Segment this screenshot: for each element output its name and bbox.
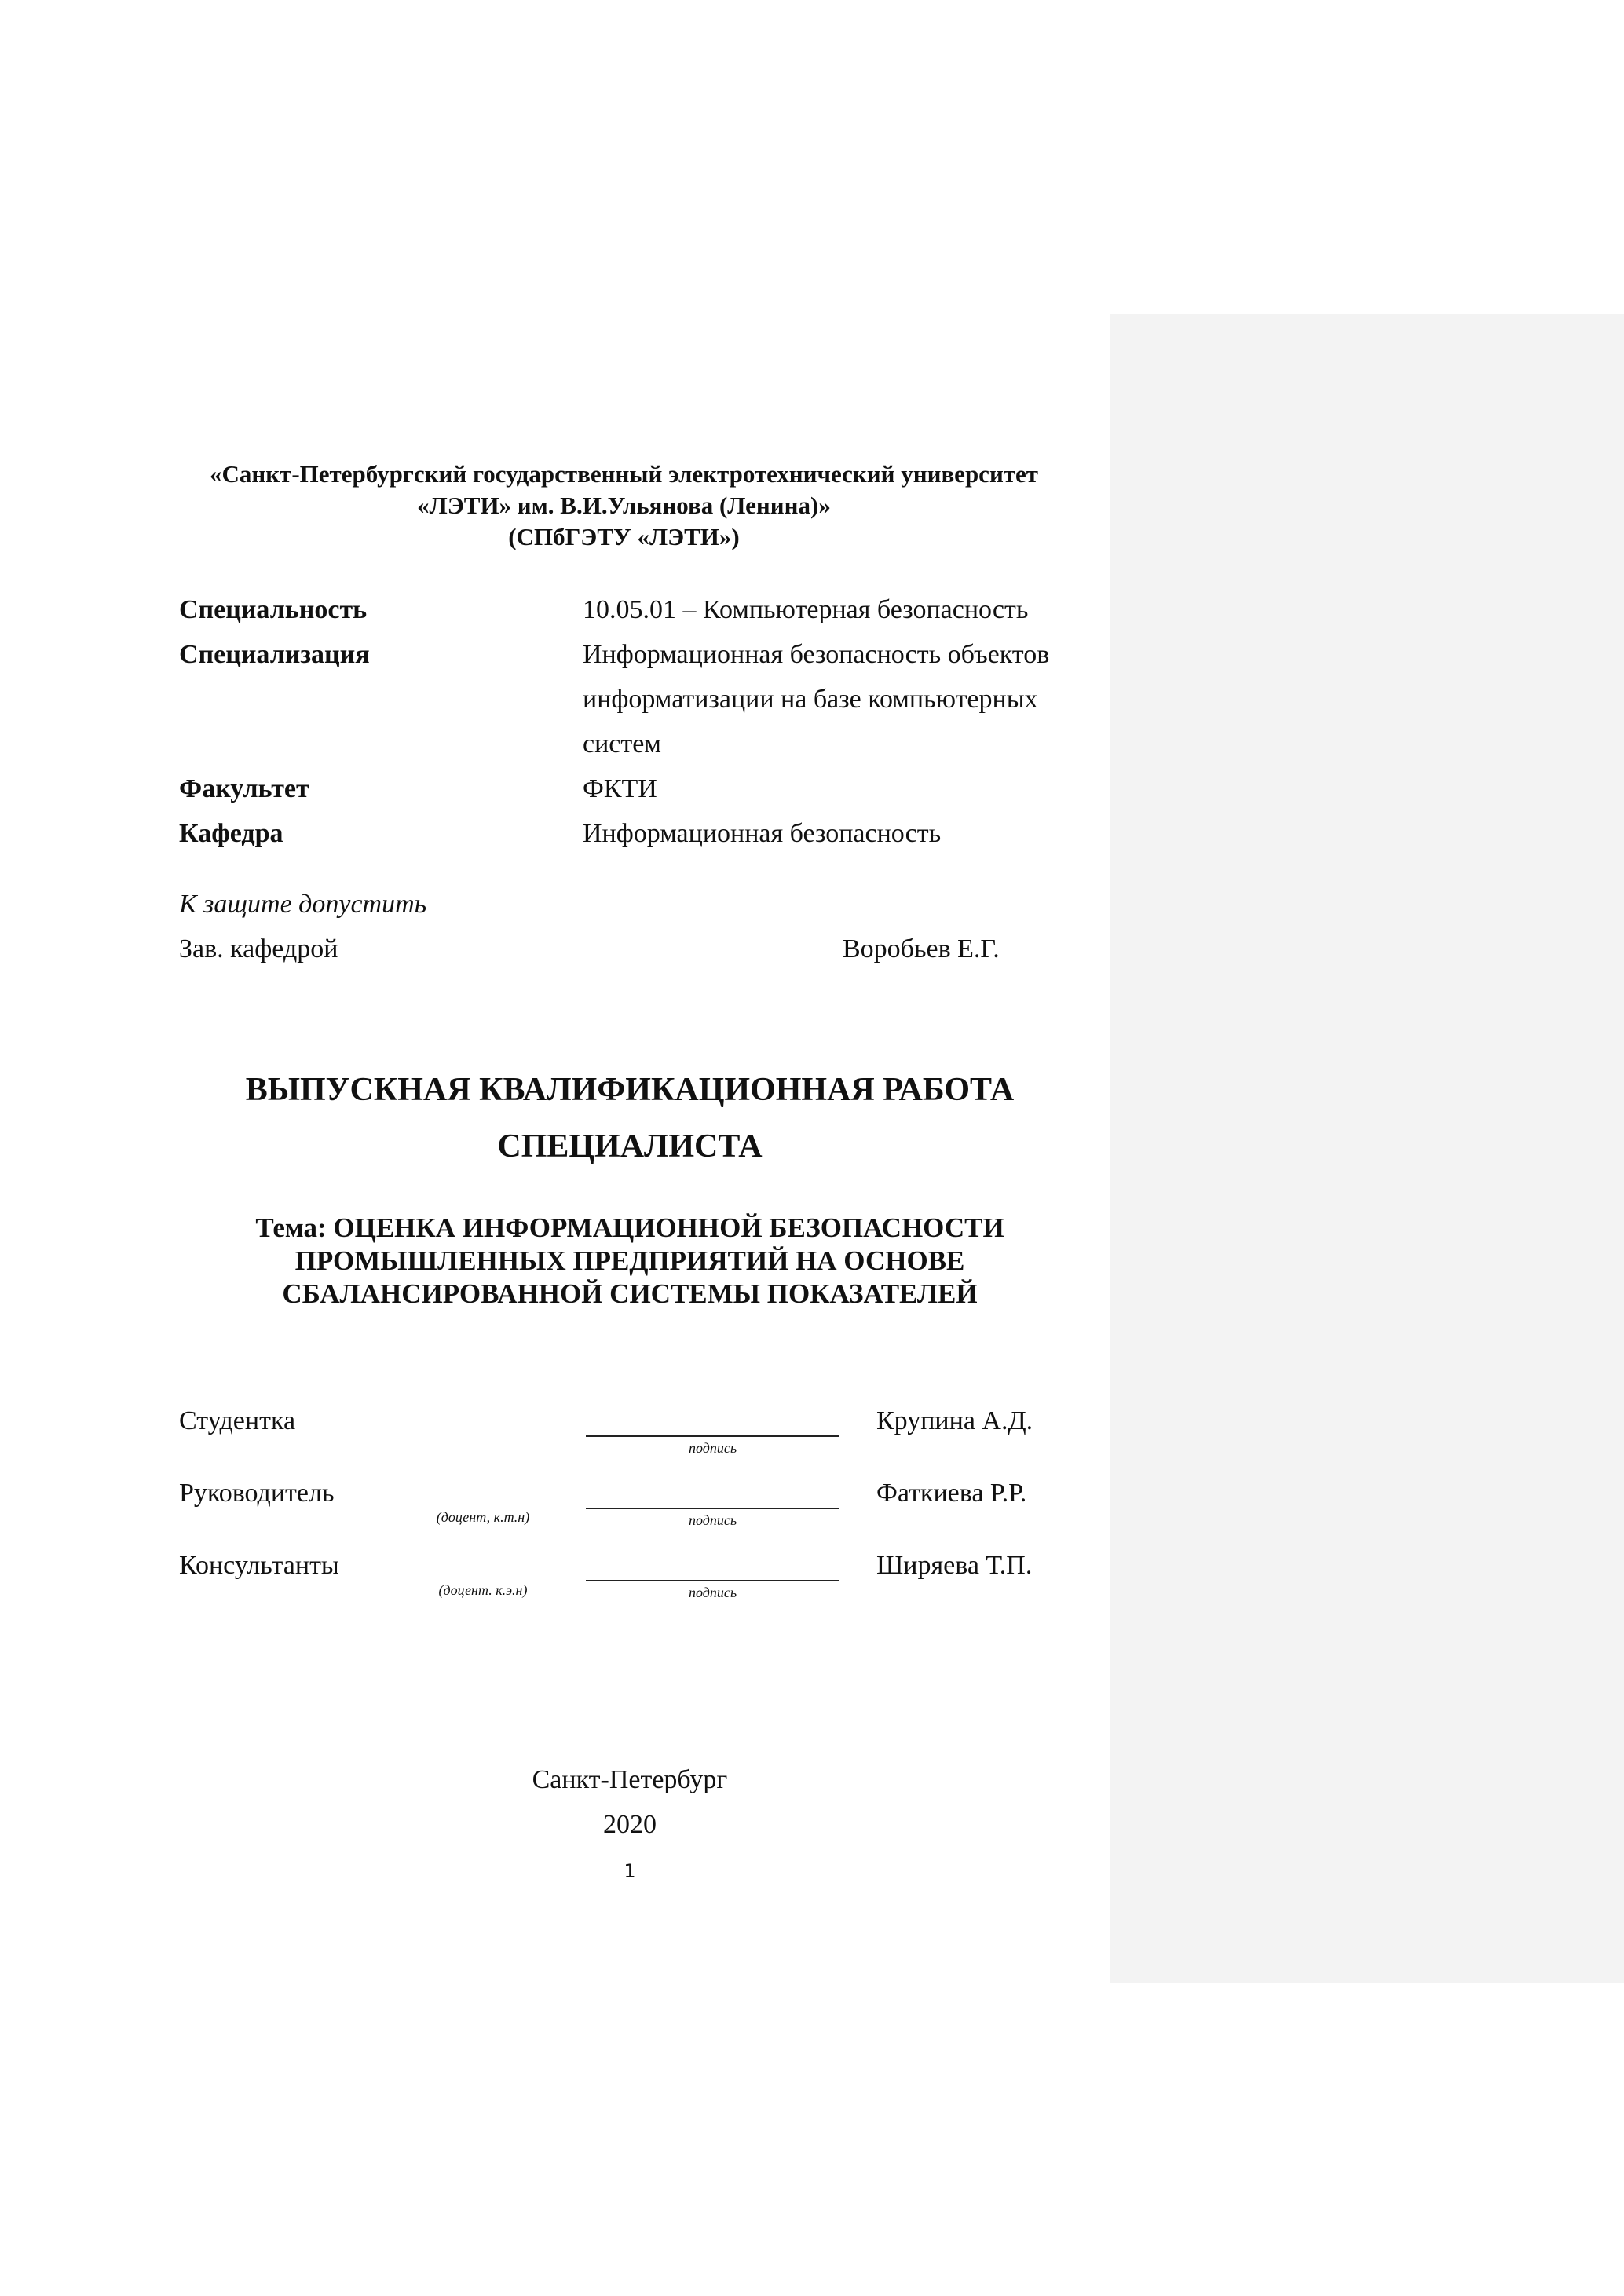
title-line: СПЕЦИАЛИСТА	[497, 1128, 763, 1164]
topic-line: ПРОМЫШЛЕННЫХ ПРЕДПРИЯТИЙ НА ОСНОВЕ	[294, 1245, 965, 1276]
supervisor-name: Фаткиева Р.Р.	[876, 1479, 1027, 1508]
info-label: Специальность	[179, 595, 368, 624]
info-row-specialization	[179, 632, 1074, 766]
university-name-line: «Санкт-Петербургский государственный электротехнический университет	[209, 460, 1039, 488]
info-table	[179, 587, 1074, 856]
info-value: ФКТИ	[583, 774, 657, 803]
comment-pane	[1110, 314, 1624, 1983]
student-name: Крупина А.Д.	[876, 1406, 1033, 1435]
university-name-line: «ЛЭТИ» им. В.И.Ульянова (Ленина)»	[417, 492, 831, 519]
admission-note: К защите допустить	[179, 890, 427, 919]
topic-line: СБАЛАНСИРОВАННОЙ СИСТЕМЫ ПОКАЗАТЕЛЕЙ	[282, 1278, 978, 1309]
info-label: Кафедра	[179, 819, 283, 848]
supervisor-signature-caption: подпись	[688, 1512, 737, 1528]
info-row-department	[179, 811, 1074, 856]
student-signature-caption: подпись	[688, 1440, 737, 1456]
student-role: Студентка	[179, 1406, 296, 1435]
info-value: Информационная безопасность объектов информатизации на базе компьютерных систем	[583, 640, 1050, 759]
info-value: 10.05.01 – Компьютерная безопасность	[583, 595, 1029, 624]
head-of-department-label: Зав. кафедрой	[179, 934, 338, 963]
university-abbreviation: (СПбГЭТУ «ЛЭТИ»)	[508, 523, 740, 550]
topic-line: Тема: ОЦЕНКА ИНФОРМАЦИОННОЙ БЕЗОПАСНОСТИ	[255, 1212, 1004, 1243]
title-line: ВЫПУСКНАЯ КВАЛИФИКАЦИОННАЯ РАБОТА	[245, 1072, 1015, 1108]
consultant-signature-caption: подпись	[688, 1585, 737, 1600]
head-of-department-name: Воробьев Е.Г.	[843, 934, 1000, 963]
page-number: 1	[624, 1860, 636, 1882]
consultant-name: Ширяева Т.П.	[876, 1551, 1033, 1580]
supervisor-position: (доцент, к.т.н)	[436, 1509, 530, 1525]
info-row-faculty	[179, 766, 1074, 811]
info-row-specialty	[179, 587, 1074, 632]
student-signature-line	[586, 1435, 839, 1437]
thesis-topic	[179, 1212, 1081, 1311]
university-header	[179, 459, 1069, 553]
consultant-role: Консультанты	[179, 1551, 339, 1580]
year: 2020	[603, 1810, 657, 1839]
document-title	[179, 1062, 1081, 1175]
info-value: Информационная безопасность	[583, 819, 942, 848]
city-year	[179, 1757, 1081, 1847]
info-label: Факультет	[179, 774, 309, 803]
consultant-signature-line	[586, 1580, 839, 1581]
supervisor-role: Руководитель	[179, 1479, 335, 1508]
city: Санкт-Петербург	[532, 1765, 728, 1794]
info-label: Специализация	[179, 640, 370, 669]
supervisor-signature-line	[586, 1508, 839, 1509]
consultant-position: (доцент. к.э.н)	[438, 1582, 528, 1598]
